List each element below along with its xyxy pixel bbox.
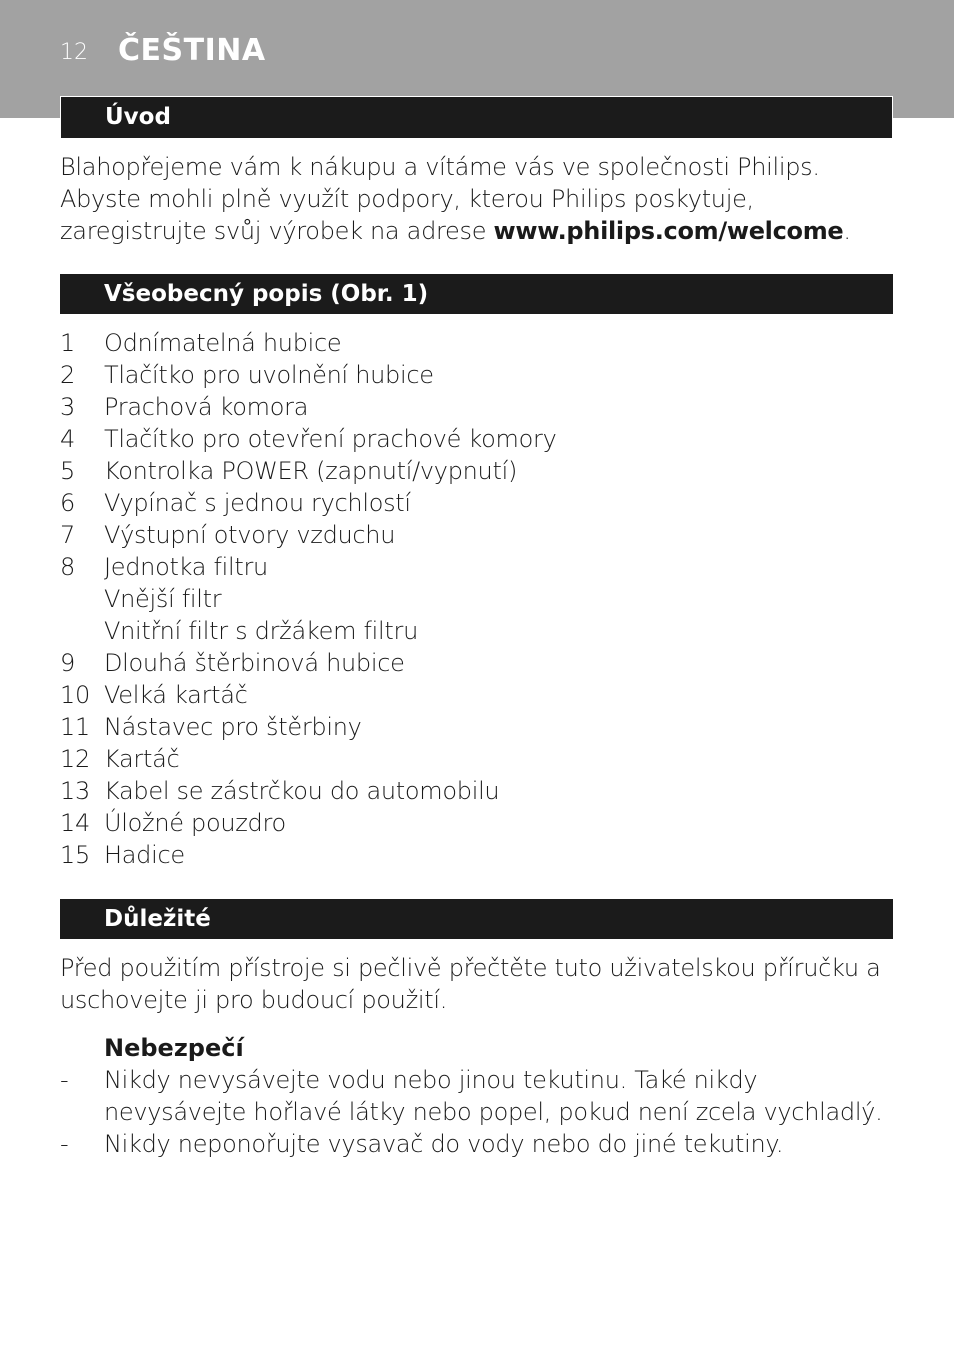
list-item (60, 679, 890, 711)
item-text: Výstupní otvory vzduchu (104, 521, 396, 549)
item-number: 9 (60, 649, 75, 677)
item-text: Hadice (104, 841, 185, 869)
item-number: 10 (60, 681, 90, 709)
item-text: Prachová komora (104, 393, 309, 421)
item-number: 11 (60, 713, 90, 741)
item-number: 1 (60, 329, 75, 357)
intro-paragraph (60, 151, 890, 247)
item-text: Tlačítko pro uvolnění hubice (104, 361, 434, 389)
list-item (60, 711, 890, 743)
item-number: 5 (60, 457, 75, 485)
item-number: 15 (60, 841, 90, 869)
item-number: 12 (60, 745, 90, 773)
item-text: Dlouhá štěrbinová hubice (104, 649, 405, 677)
language-title: ČEŠTINA (118, 33, 266, 68)
item-number: 7 (60, 521, 75, 549)
section-heading-important (60, 899, 893, 939)
intro-registration-text (60, 183, 890, 247)
item-text: Kontrolka POWER (zapnutí/vypnutí) (104, 457, 518, 485)
danger-heading: Nebezpečí (104, 1034, 244, 1062)
intro-registration-prefix: Abyste mohli plně využít podpory, kterou Philips poskytuje, zaregistrujte svůj výrobek na adrese (60, 185, 754, 245)
list-item (60, 1128, 890, 1160)
item-text: Velká kartáč (104, 681, 248, 709)
item-number: 14 (60, 809, 90, 837)
parts-list (60, 327, 890, 871)
item-number: 13 (60, 777, 90, 805)
section-heading-description (60, 274, 893, 314)
item-number: 8 (60, 553, 75, 581)
intro-line: Blahopřejeme vám k nákupu a vítáme vás ve společnosti Philips. (60, 153, 820, 181)
item-number: 4 (60, 425, 75, 453)
list-item (60, 743, 890, 775)
item-text: Jednotka filtru (104, 553, 268, 581)
list-item (60, 359, 890, 391)
list-item (60, 391, 890, 423)
list-item (60, 647, 890, 679)
bullet-text: Nikdy nevysávejte vodu nebo jinou tekutinu. Také nikdy nevysávejte hořlavé látky nebo popel, pokud není zcela vychladlý. (104, 1066, 883, 1126)
list-item (60, 583, 890, 615)
section-heading-label: Úvod (105, 104, 171, 130)
list-item (60, 839, 890, 871)
item-number: 2 (60, 361, 75, 389)
page-number: 12 (60, 40, 88, 65)
item-text: Tlačítko pro otevření prachové komory (104, 425, 557, 453)
important-paragraph: Před použitím přístroje si pečlivě přečtěte tuto uživatelskou příručku a uschovejte ji pro budoucí použití. (60, 954, 881, 1014)
bullet-dash: - (60, 1130, 69, 1158)
list-item (60, 775, 890, 807)
item-text: Úložné pouzdro (104, 809, 286, 837)
item-text: Odnímatelná hubice (104, 329, 342, 357)
item-text: Vnitřní filtr s držákem filtru (104, 617, 418, 645)
item-number: 3 (60, 393, 75, 421)
list-item (60, 423, 890, 455)
danger-list (60, 1064, 890, 1160)
section-heading-label: Všeobecný popis (Obr. 1) (104, 281, 429, 307)
list-item (60, 1064, 890, 1128)
list-item (60, 487, 890, 519)
welcome-url: www.philips.com/welcome (493, 217, 844, 245)
item-number: 6 (60, 489, 75, 517)
list-item (60, 455, 890, 487)
item-text: Kabel se zástrčkou do automobilu (104, 777, 500, 805)
list-item (60, 327, 890, 359)
intro-registration-suffix: . (843, 217, 851, 245)
list-item (60, 519, 890, 551)
list-item (60, 807, 890, 839)
item-text: Vypínač s jednou rychlostí (104, 489, 411, 517)
bullet-text: Nikdy neponořujte vysavač do vody nebo do jiné tekutiny. (104, 1130, 784, 1158)
list-item (60, 551, 890, 583)
section-heading-intro (60, 96, 893, 138)
section-heading-label: Důležité (104, 906, 211, 932)
item-text: Nástavec pro štěrbiny (104, 713, 362, 741)
bullet-dash: - (60, 1066, 69, 1094)
item-text: Kartáč (104, 745, 180, 773)
list-item (60, 615, 890, 647)
item-text: Vnější filtr (104, 585, 222, 613)
